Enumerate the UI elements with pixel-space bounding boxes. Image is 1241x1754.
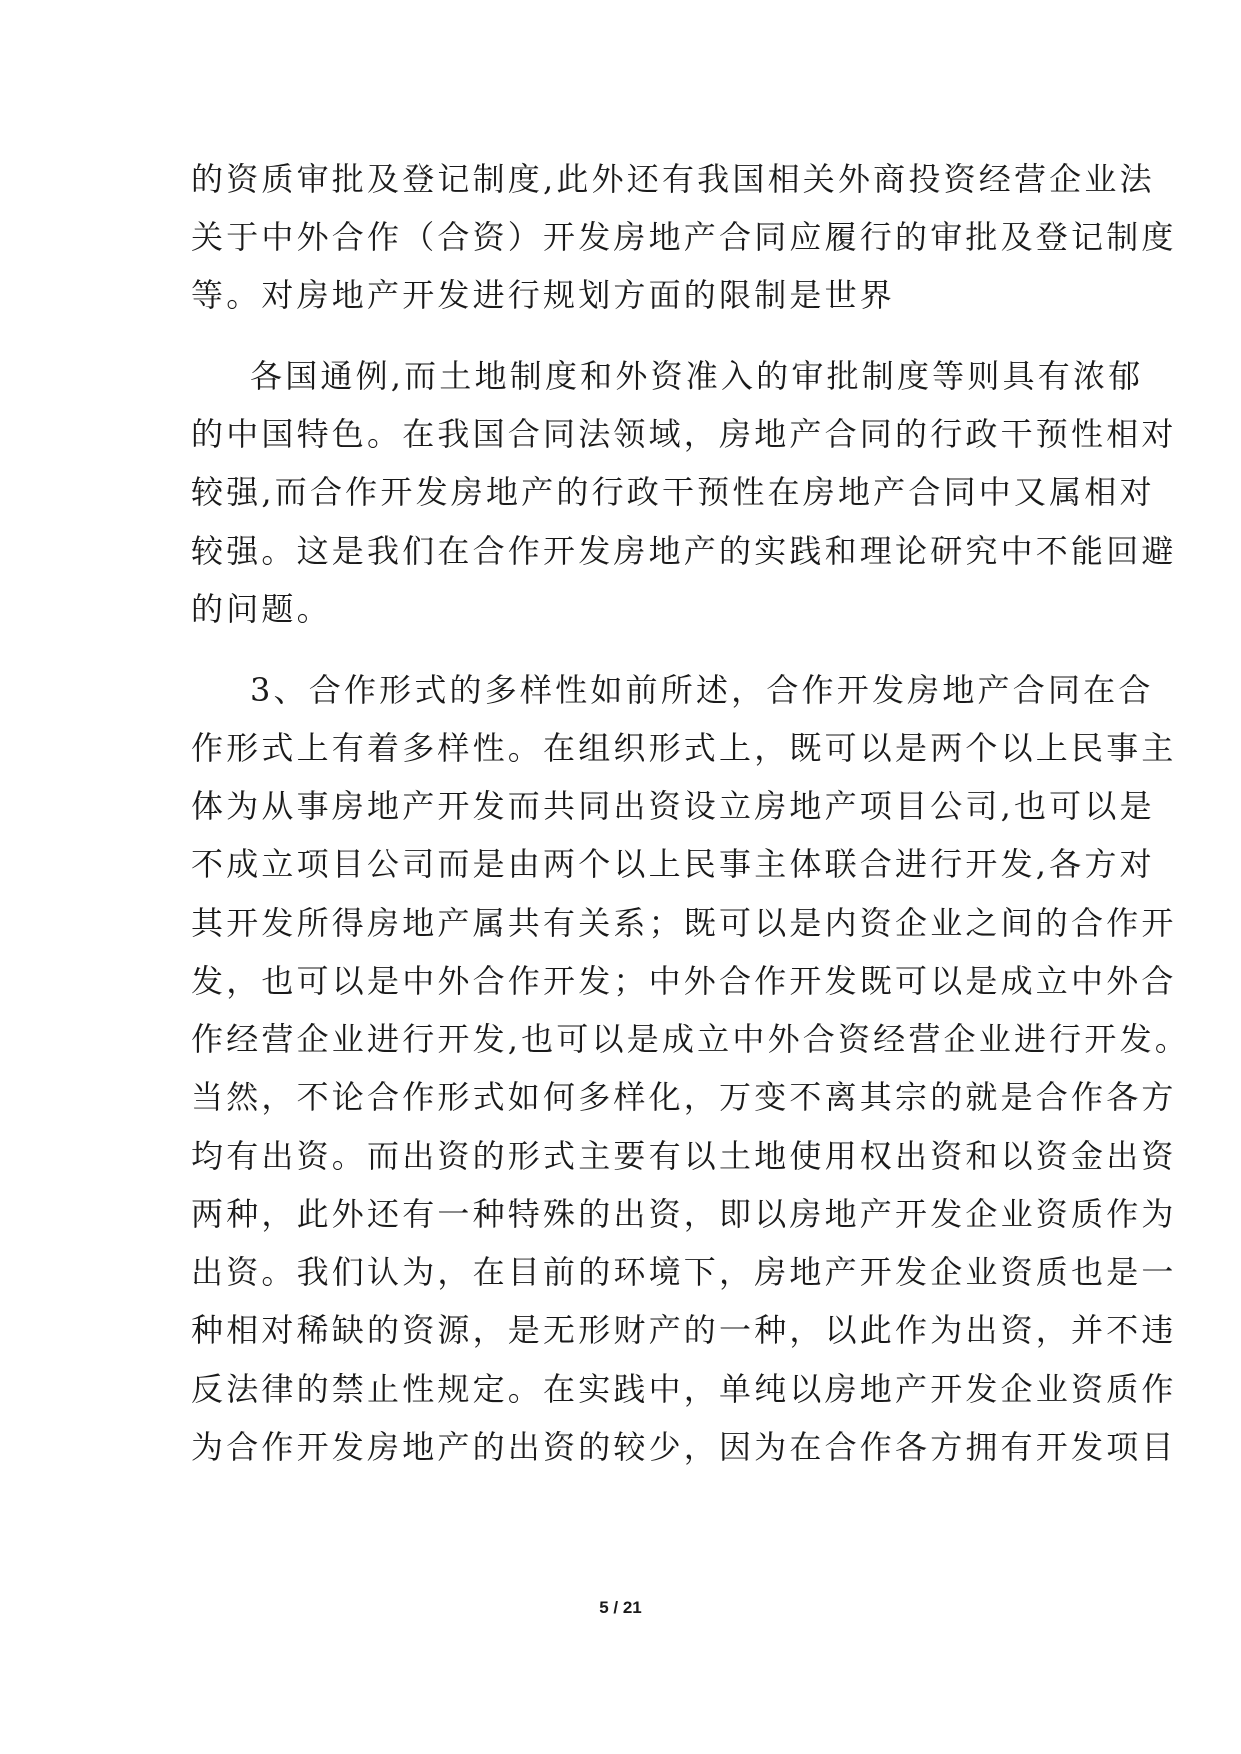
- text-line: 种相对稀缺的资源，是无形财产的一种，以此作为出资，并不违: [191, 1311, 1177, 1349]
- text-line: 的中国特色。在我国合同法领域，房地产合同的行政干预性相对: [191, 415, 1177, 453]
- text-line: 作经营企业进行开发,也可以是成立中外合资经营企业进行开发。: [191, 1020, 1190, 1058]
- text-line: 的资质审批及登记制度,此外还有我国相关外商投资经营企业法: [191, 160, 1155, 198]
- text-line: 体为从事房地产开发而共同出资设立房地产项目公司,也可以是: [191, 787, 1155, 825]
- text-line: 反法律的禁止性规定。在实践中，单纯以房地产开发企业资质作: [191, 1370, 1177, 1408]
- text-line: 各国通例,而土地制度和外资准入的审批制度等则具有浓郁: [250, 357, 1144, 395]
- page-number: 5 / 21: [599, 1598, 642, 1617]
- text-line: 关于中外合作（合资）开发房地产合同应履行的审批及登记制度: [191, 218, 1177, 256]
- text-line: 两种，此外还有一种特殊的出资，即以房地产开发企业资质作为: [191, 1195, 1177, 1233]
- text-line: 当然，不论合作形式如何多样化，万变不离其宗的就是合作各方: [191, 1078, 1177, 1116]
- text-line: 等。对房地产开发进行规划方面的限制是世界: [191, 276, 896, 314]
- text-line: 其开发所得房地产属共有关系；既可以是内资企业之间的合作开: [191, 904, 1177, 942]
- text-line: 发，也可以是中外合作开发；中外合作开发既可以是成立中外合: [191, 962, 1177, 1000]
- text-line: 的问题。: [191, 590, 332, 628]
- text-line: 较强,而合作开发房地产的行政干预性在房地产合同中又属相对: [191, 473, 1155, 511]
- text-line: 均有出资。而出资的形式主要有以土地使用权出资和以资金出资: [191, 1137, 1177, 1175]
- text-line: 出资。我们认为，在目前的环境下，房地产开发企业资质也是一: [191, 1253, 1177, 1291]
- text-line: 较强。这是我们在合作开发房地产的实践和理论研究中不能回避: [191, 532, 1177, 570]
- text-line: 作形式上有着多样性。在组织形式上，既可以是两个以上民事主: [191, 729, 1177, 767]
- text-line: 为合作开发房地产的出资的较少，因为在合作各方拥有开发项目: [191, 1428, 1177, 1466]
- text-line: 不成立项目公司而是由两个以上民事主体联合进行开发,各方对: [191, 845, 1155, 883]
- text-line: 3、合作形式的多样性如前所述，合作开发房地产合同在合: [250, 671, 1154, 709]
